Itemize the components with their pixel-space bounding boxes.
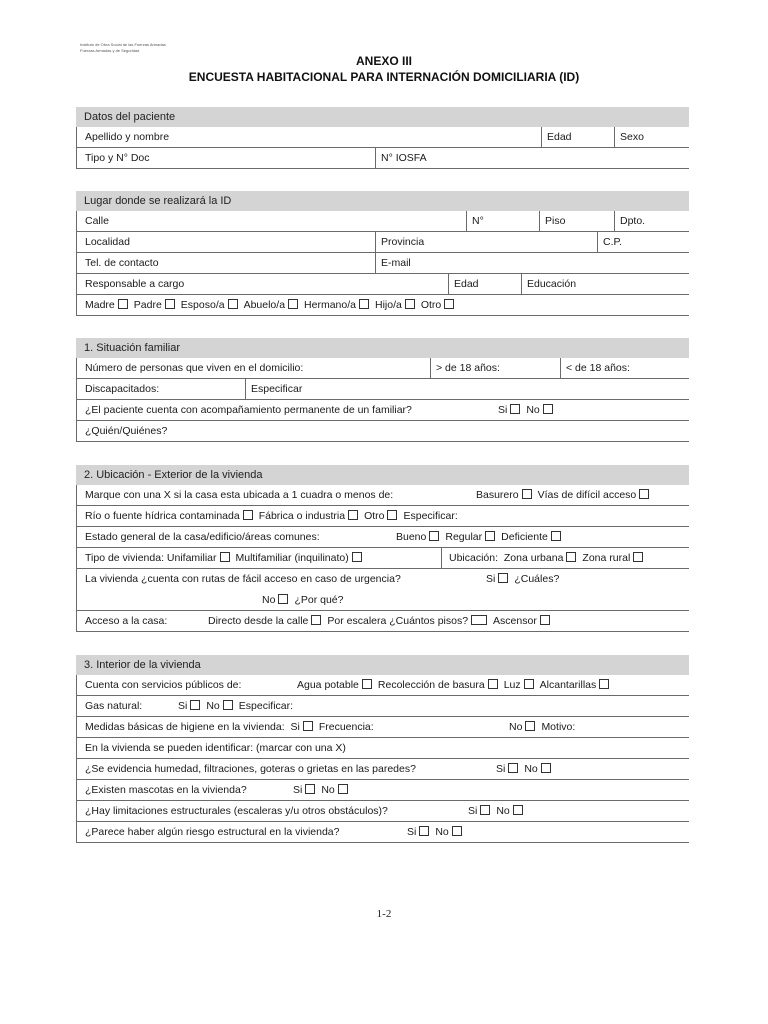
label-why: ¿Por qué?	[294, 594, 344, 606]
label-other: Otro	[420, 299, 442, 311]
row-household[interactable]	[76, 358, 689, 379]
label-garbage: Recolección de basura	[377, 679, 485, 691]
checkbox-spouse[interactable]	[228, 299, 238, 309]
access-options	[208, 615, 556, 627]
page-number: 1-2	[376, 908, 392, 920]
row-disabled[interactable]	[76, 379, 689, 400]
row-identify	[76, 738, 689, 759]
label-rural: Zona rural	[582, 552, 631, 564]
label-number: N°	[472, 215, 484, 227]
label-under-18: < de 18 años:	[566, 362, 630, 374]
label-multi-family: Multifamiliar (inquilinato)	[235, 552, 349, 564]
checkbox-mother[interactable]	[118, 299, 128, 309]
checkbox-no[interactable]	[543, 404, 553, 414]
label-direct: Directo desde la calle	[208, 615, 309, 627]
hygiene-yes	[85, 721, 374, 733]
row-hygiene	[76, 717, 689, 738]
label-iosfa: N° IOSFA	[381, 152, 427, 164]
label-deficient: Deficiente	[501, 531, 548, 543]
river-options	[85, 510, 458, 522]
checkbox-regular[interactable]	[485, 531, 495, 541]
label-gas-yes: Si	[178, 700, 188, 712]
question-pets: ¿Existen mascotas en la vivienda?	[85, 784, 247, 796]
row-housing-type	[76, 548, 689, 569]
label-access: Acceso a la casa:	[85, 615, 168, 627]
label-pets-no: No	[321, 784, 335, 796]
gas-options	[178, 700, 293, 712]
label-dump: Basurero	[476, 489, 519, 501]
question-services: Cuenta con servicios públicos de:	[85, 679, 242, 691]
survey-form	[76, 107, 689, 843]
label-gas-no: No	[206, 700, 220, 712]
checkbox-good[interactable]	[429, 531, 439, 541]
question-risk: ¿Parece haber algún riesgo estructural en la vivienda?	[85, 826, 340, 838]
question-routes: La vivienda ¿cuenta con rutas de fácil acceso en caso de urgencia?	[85, 573, 401, 585]
relationship-options	[85, 299, 460, 311]
label-age: Edad	[547, 131, 572, 143]
checkbox-sewer[interactable]	[599, 679, 609, 689]
row-pets	[76, 780, 689, 801]
limitations-options	[468, 805, 529, 817]
label-sewer: Alcantarillas	[539, 679, 597, 691]
humidity-options	[496, 763, 557, 775]
row-accompaniment	[76, 400, 689, 421]
checkbox-grandparent[interactable]	[288, 299, 298, 309]
label-sibling: Hermano/a	[304, 299, 356, 311]
checkbox-hygiene-yes[interactable]	[303, 721, 313, 731]
checkbox-gas-no[interactable]	[223, 700, 233, 710]
label-specify: Especificar	[251, 383, 303, 395]
question-humidity: ¿Se evidencia humedad, filtraciones, goteras o grietas en las paredes?	[85, 763, 416, 775]
row-services	[76, 675, 689, 696]
label-phone: Tel. de contacto	[85, 257, 159, 269]
label-postal-code: C.P.	[603, 236, 623, 248]
checkbox-gas-yes[interactable]	[190, 700, 200, 710]
label-no: No	[526, 404, 540, 416]
label-name: Apellido y nombre	[85, 131, 170, 143]
row-city[interactable]	[76, 232, 689, 253]
label-stairs: Por escalera ¿Cuántos pisos?	[327, 615, 469, 627]
label-which: ¿Cuáles?	[514, 573, 560, 585]
label-humidity-yes: Si	[496, 763, 506, 775]
checkbox-water[interactable]	[362, 679, 372, 689]
label-education: Educación	[527, 278, 577, 290]
row-routes-no	[76, 590, 689, 611]
label-yes: Si	[498, 404, 508, 416]
label-risk-yes: Si	[407, 826, 417, 838]
label-gas-specify: Especificar:	[238, 700, 294, 712]
checkbox-difficult-access[interactable]	[639, 489, 649, 499]
checkbox-humidity-no[interactable]	[541, 763, 551, 773]
label-other-nearby: Otro	[364, 510, 385, 522]
label-regular: Regular	[445, 531, 483, 543]
row-humidity	[76, 759, 689, 780]
hygiene-no	[509, 721, 575, 733]
logo-line-2: Fuerzas Armadas y de Seguridad	[80, 48, 140, 53]
checkbox-electricity[interactable]	[524, 679, 534, 689]
row-who[interactable]	[76, 421, 689, 442]
services-options	[297, 679, 615, 691]
label-apartment: Dpto.	[620, 215, 646, 227]
row-limitations	[76, 801, 689, 822]
label-doc: Tipo y N° Doc	[85, 152, 150, 164]
label-frequency: Frecuencia:	[318, 721, 374, 733]
pets-options	[293, 784, 354, 796]
label-risk-no: No	[435, 826, 449, 838]
row-contact[interactable]	[76, 253, 689, 274]
label-child: Hijo/a	[374, 299, 402, 311]
checkbox-other[interactable]	[444, 299, 454, 309]
form-subtitle: ENCUESTA HABITACIONAL PARA INTERNACIÓN DOMICILIARIA (ID)	[188, 70, 580, 84]
checkbox-pets-no[interactable]	[338, 784, 348, 794]
label-email: E-mail	[381, 257, 411, 269]
checkbox-limitations-yes[interactable]	[480, 805, 490, 815]
label-over-18: > de 18 años:	[436, 362, 500, 374]
routes-no	[262, 594, 343, 606]
section-exterior: 2. Ubicación - Exterior de la vivienda	[76, 465, 689, 485]
annex-title: ANEXO III	[355, 54, 412, 68]
row-gas	[76, 696, 689, 717]
label-sex: Sexo	[620, 131, 644, 143]
checkbox-dump[interactable]	[522, 489, 532, 499]
row-street[interactable]	[76, 211, 689, 232]
label-limitations-no: No	[496, 805, 510, 817]
section-patient-data: Datos del paciente	[76, 107, 689, 127]
label-river: Río o fuente hídrica contaminada	[85, 510, 240, 522]
checkbox-risk-yes[interactable]	[419, 826, 429, 836]
question-condition: Estado general de la casa/edificio/áreas comunes:	[85, 531, 320, 543]
checkbox-father[interactable]	[165, 299, 175, 309]
checkbox-urban[interactable]	[566, 552, 576, 562]
label-elevator: Ascensor	[493, 615, 537, 627]
row-condition	[76, 527, 689, 548]
label-floor: Piso	[545, 215, 566, 227]
label-limitations-yes: Si	[468, 805, 478, 817]
label-hygiene-yes: Si	[290, 721, 300, 733]
row-document[interactable]	[76, 148, 689, 169]
section-interior: 3. Interior de la vivienda	[76, 655, 689, 675]
label-electricity: Luz	[503, 679, 521, 691]
checkbox-deficient[interactable]	[551, 531, 561, 541]
label-single-family: Tipo de vivienda: Unifamiliar	[85, 552, 217, 564]
checkbox-direct[interactable]	[311, 615, 321, 625]
label-reason: Motivo:	[541, 721, 576, 733]
row-name[interactable]	[76, 127, 689, 148]
row-risk	[76, 822, 689, 843]
label-specify-nearby: Especificar:	[403, 510, 458, 522]
row-responsible[interactable]	[76, 274, 689, 295]
section-family: 1. Situación familiar	[76, 338, 689, 358]
checkbox-risk-no[interactable]	[452, 826, 462, 836]
question-nearby: Marque con una X si la casa esta ubicada a 1 cuadra o menos de:	[85, 489, 394, 501]
checkbox-elevator[interactable]	[540, 615, 550, 625]
zone-options	[449, 552, 649, 564]
label-responsible: Responsable a cargo	[85, 278, 185, 290]
checkbox-other-nearby[interactable]	[387, 510, 397, 520]
label-disabled: Discapacitados:	[85, 383, 160, 395]
label-spouse: Esposo/a	[180, 299, 225, 311]
label-good: Bueno	[396, 531, 427, 543]
row-river	[76, 506, 689, 527]
label-hygiene-no: No	[509, 721, 523, 733]
checkbox-limitations-no[interactable]	[513, 805, 523, 815]
checkbox-rural[interactable]	[633, 552, 643, 562]
label-factory: Fábrica o industria	[258, 510, 346, 522]
label-difficult-access: Vías de difícil acceso	[537, 489, 637, 501]
accompaniment-options	[498, 404, 559, 416]
label-pets-yes: Si	[293, 784, 303, 796]
label-identify: En la vivienda se pueden identificar: (marcar con una X)	[85, 742, 346, 754]
label-household-count: Número de personas que viven en el domicilio:	[85, 362, 304, 374]
nearby-options	[476, 489, 655, 501]
checkbox-single-family[interactable]	[220, 552, 230, 562]
checkbox-routes-no[interactable]	[278, 594, 288, 604]
label-urban: Zona urbana	[503, 552, 564, 564]
checkbox-garbage[interactable]	[488, 679, 498, 689]
question-accompaniment: ¿El paciente cuenta con acompañamiento permanente de un familiar?	[85, 404, 412, 416]
label-father: Padre	[133, 299, 162, 311]
checkbox-hygiene-no[interactable]	[525, 721, 535, 731]
routes-yes	[486, 573, 559, 585]
label-location: Ubicación:	[449, 552, 499, 564]
question-limitations: ¿Hay limitaciones estructurales (escaleras y/u otros obstáculos)?	[85, 805, 388, 817]
label-routes-yes: Si	[486, 573, 496, 585]
label-humidity-no: No	[524, 763, 538, 775]
risk-options	[407, 826, 468, 838]
row-relationship	[76, 295, 689, 316]
label-mother: Madre	[85, 299, 115, 311]
institution-logo	[80, 42, 190, 54]
label-who: ¿Quién/Quiénes?	[85, 425, 168, 437]
label-routes-no: No	[262, 594, 276, 606]
condition-options	[396, 531, 567, 543]
row-routes	[76, 569, 689, 590]
checkbox-yes[interactable]	[510, 404, 520, 414]
checkbox-river[interactable]	[243, 510, 253, 520]
checkbox-sibling[interactable]	[359, 299, 369, 309]
label-city: Localidad	[85, 236, 130, 248]
row-access	[76, 611, 689, 632]
section-location: Lugar donde se realizará la ID	[76, 191, 689, 211]
checkbox-pets-yes[interactable]	[305, 784, 315, 794]
checkbox-multi-family[interactable]	[352, 552, 362, 562]
logo-line-1: Instituto de Obra Social de las Fuerzas Armadas	[80, 42, 166, 47]
checkbox-humidity-yes[interactable]	[508, 763, 518, 773]
checkbox-factory[interactable]	[348, 510, 358, 520]
label-water: Agua potable	[297, 679, 359, 691]
label-province: Provincia	[381, 236, 425, 248]
label-grandparent: Abuelo/a	[243, 299, 286, 311]
label-resp-age: Edad	[454, 278, 479, 290]
question-hygiene: Medidas básicas de higiene en la vivienda:	[85, 721, 285, 733]
row-nearby	[76, 485, 689, 506]
checkbox-routes-yes[interactable]	[498, 573, 508, 583]
checkbox-child[interactable]	[405, 299, 415, 309]
input-floors[interactable]	[471, 615, 487, 625]
label-street: Calle	[85, 215, 109, 227]
label-gas: Gas natural:	[85, 700, 143, 712]
housing-type-options	[85, 552, 368, 564]
